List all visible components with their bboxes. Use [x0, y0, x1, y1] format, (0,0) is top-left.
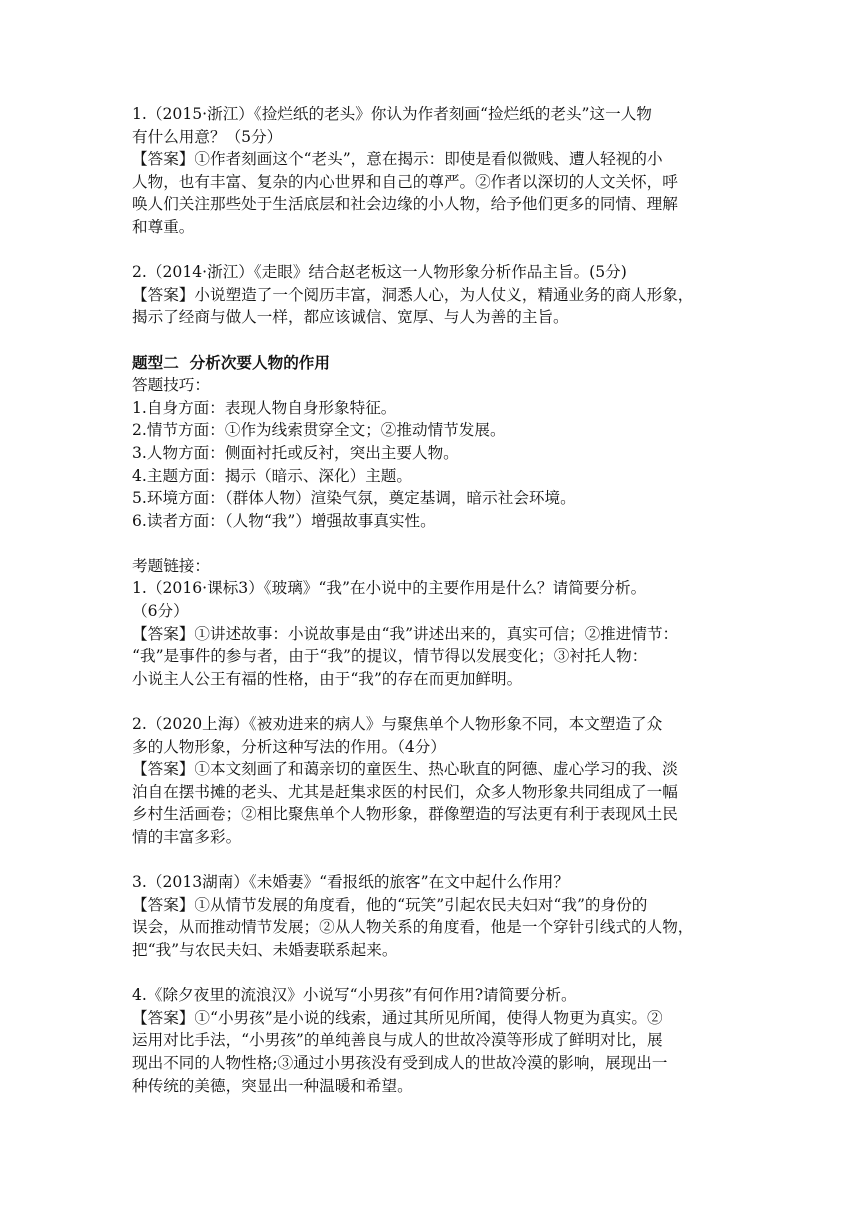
tip-item: 5.环境方面：（群体人物）渲染气氛，奠定基调，暗示社会环境。 [132, 489, 576, 508]
tip-item: 3.人物方面：侧面衬托或反衬，突出主要人物。 [132, 443, 459, 462]
question-text: 1.（2015·浙江）《捡烂纸的老头》你认为作者刻画“捡烂纸的老头”这一人物 [132, 105, 652, 123]
question-text: 多的人物形象，分析这种写法的作用。（4分） [132, 737, 446, 756]
answer-text: 揭示了经商与做人一样，都应该诚信、宽厚、与人为善的主旨。 [132, 308, 569, 327]
section-heading: 题型二 分析次要人物的作用 [132, 353, 330, 372]
paragraph-spacer [132, 690, 762, 713]
answer-text: 小说主人公王有福的性格，由于“我”的存在而更加鲜明。 [132, 669, 523, 688]
answer-text: 【答案】小说塑造了一个阅历丰富，洞悉人心，为人仗义，精通业务的商人形象， [132, 285, 694, 304]
answer-text: 【答案】①从情节发展的角度看，他的“玩笑”引起农民夫妇对“我”的身份的 [132, 895, 648, 914]
question-block-2013-hunan [132, 871, 762, 961]
answer-text: 唤人们关注那些处于生活底层和社会边缘的小人物，给予他们更多的同情、理解 [132, 195, 678, 214]
document-body [132, 103, 762, 1097]
answer-text: 【答案】①“小男孩”是小说的线索，通过其所见所闻，使得人物更为真实。② [132, 1008, 663, 1027]
tip-item: 2.情节方面：①作为线索贯穿全文；②推动情节发展。 [132, 421, 506, 440]
paragraph-spacer [132, 329, 762, 352]
tip-item: 4.主题方面：揭示（暗示、深化）主题。 [132, 466, 412, 485]
question-block-2020-shanghai [132, 713, 762, 849]
question-text: 4.《除夕夜里的流浪汉》小说写“小男孩”有何作用?请简要分析。 [132, 986, 577, 1005]
question-text: 有什么用意？（5分） [132, 127, 283, 146]
section-type-two [132, 352, 762, 533]
question-block-new-years-eve-tramp [132, 984, 762, 1097]
answer-text: 泊自在摆书摊的老头、尤其是赶集求医的村民们，众多人物形象共同组成了一幅 [132, 782, 678, 801]
answer-text: 运用对比手法，“小男孩”的单纯善良与成人的世故冷漠等形成了鲜明对比，展 [132, 1031, 663, 1050]
answer-text: 把“我”与农民夫妇、未婚妻联系起来。 [132, 940, 398, 959]
answer-text: 人物，也有丰富、复杂的内心世界和自己的尊严。②作者以深切的人文关怀，呼 [132, 172, 678, 191]
question-text: 3.（2013湖南）《未婚妻》“看报纸的旅客”在文中起什么作用？ [132, 873, 569, 892]
question-text: 2.（2020上海）《被劝进来的病人》与聚焦单个人物形象不同，本文塑造了众 [132, 715, 663, 734]
tips-label: 答题技巧： [132, 376, 210, 395]
answer-text: 和尊重。 [132, 217, 195, 236]
paragraph-spacer [132, 532, 762, 555]
question-text: 1.（2016·课标3）《玻璃》“我”在小说中的主要作用是什么？请简要分析。 [132, 579, 647, 598]
answer-text: 现出不同的人物性格;③通过小男孩没有受到成人的世故冷漠的影响，展现出一 [132, 1053, 668, 1072]
question-block-2014-zhejiang [132, 261, 762, 329]
tip-item: 1.自身方面：表现人物自身形象特征。 [132, 398, 397, 417]
answer-text: 情的丰富多彩。 [132, 828, 242, 846]
question-text: 2.（2014·浙江）《走眼》结合赵老板这一人物形象分析作品主旨。(5分) [132, 263, 627, 282]
paragraph-spacer [132, 962, 762, 985]
answer-text: 【答案】①作者刻画这个“老头”，意在揭示：即使是看似微贱、遭人轻视的小 [132, 150, 663, 169]
paragraph-spacer [132, 849, 762, 872]
paragraph-spacer [132, 239, 762, 262]
question-block-2016-kebiao3 [132, 555, 762, 691]
links-label: 考题链接： [132, 556, 210, 575]
answer-text: 种传统的美德，突显出一种温暖和希望。 [132, 1076, 413, 1095]
answer-text: “我”是事件的参与者，由于“我”的提议，情节得以发展变化；③衬托人物： [132, 647, 648, 666]
tip-item: 6.读者方面：（人物“我”）增强故事真实性。 [132, 511, 436, 530]
question-text: （6分） [132, 602, 189, 621]
answer-text: 【答案】①讲述故事：小说故事是由“我”讲述出来的，真实可信；②推进情节： [132, 624, 679, 643]
answer-text: 【答案】①本文刻画了和蔼亲切的童医生、热心耿直的阿德、虚心学习的我、淡 [132, 760, 678, 779]
answer-text: 乡村生活画卷；②相比聚焦单个人物形象，群像塑造的写法更有利于表现风土民 [132, 805, 678, 824]
question-block-2015-zhejiang [132, 103, 762, 239]
answer-text: 误会，从而推动情节发展；②从人物关系的角度看，他是一个穿针引线式的人物， [132, 918, 694, 937]
